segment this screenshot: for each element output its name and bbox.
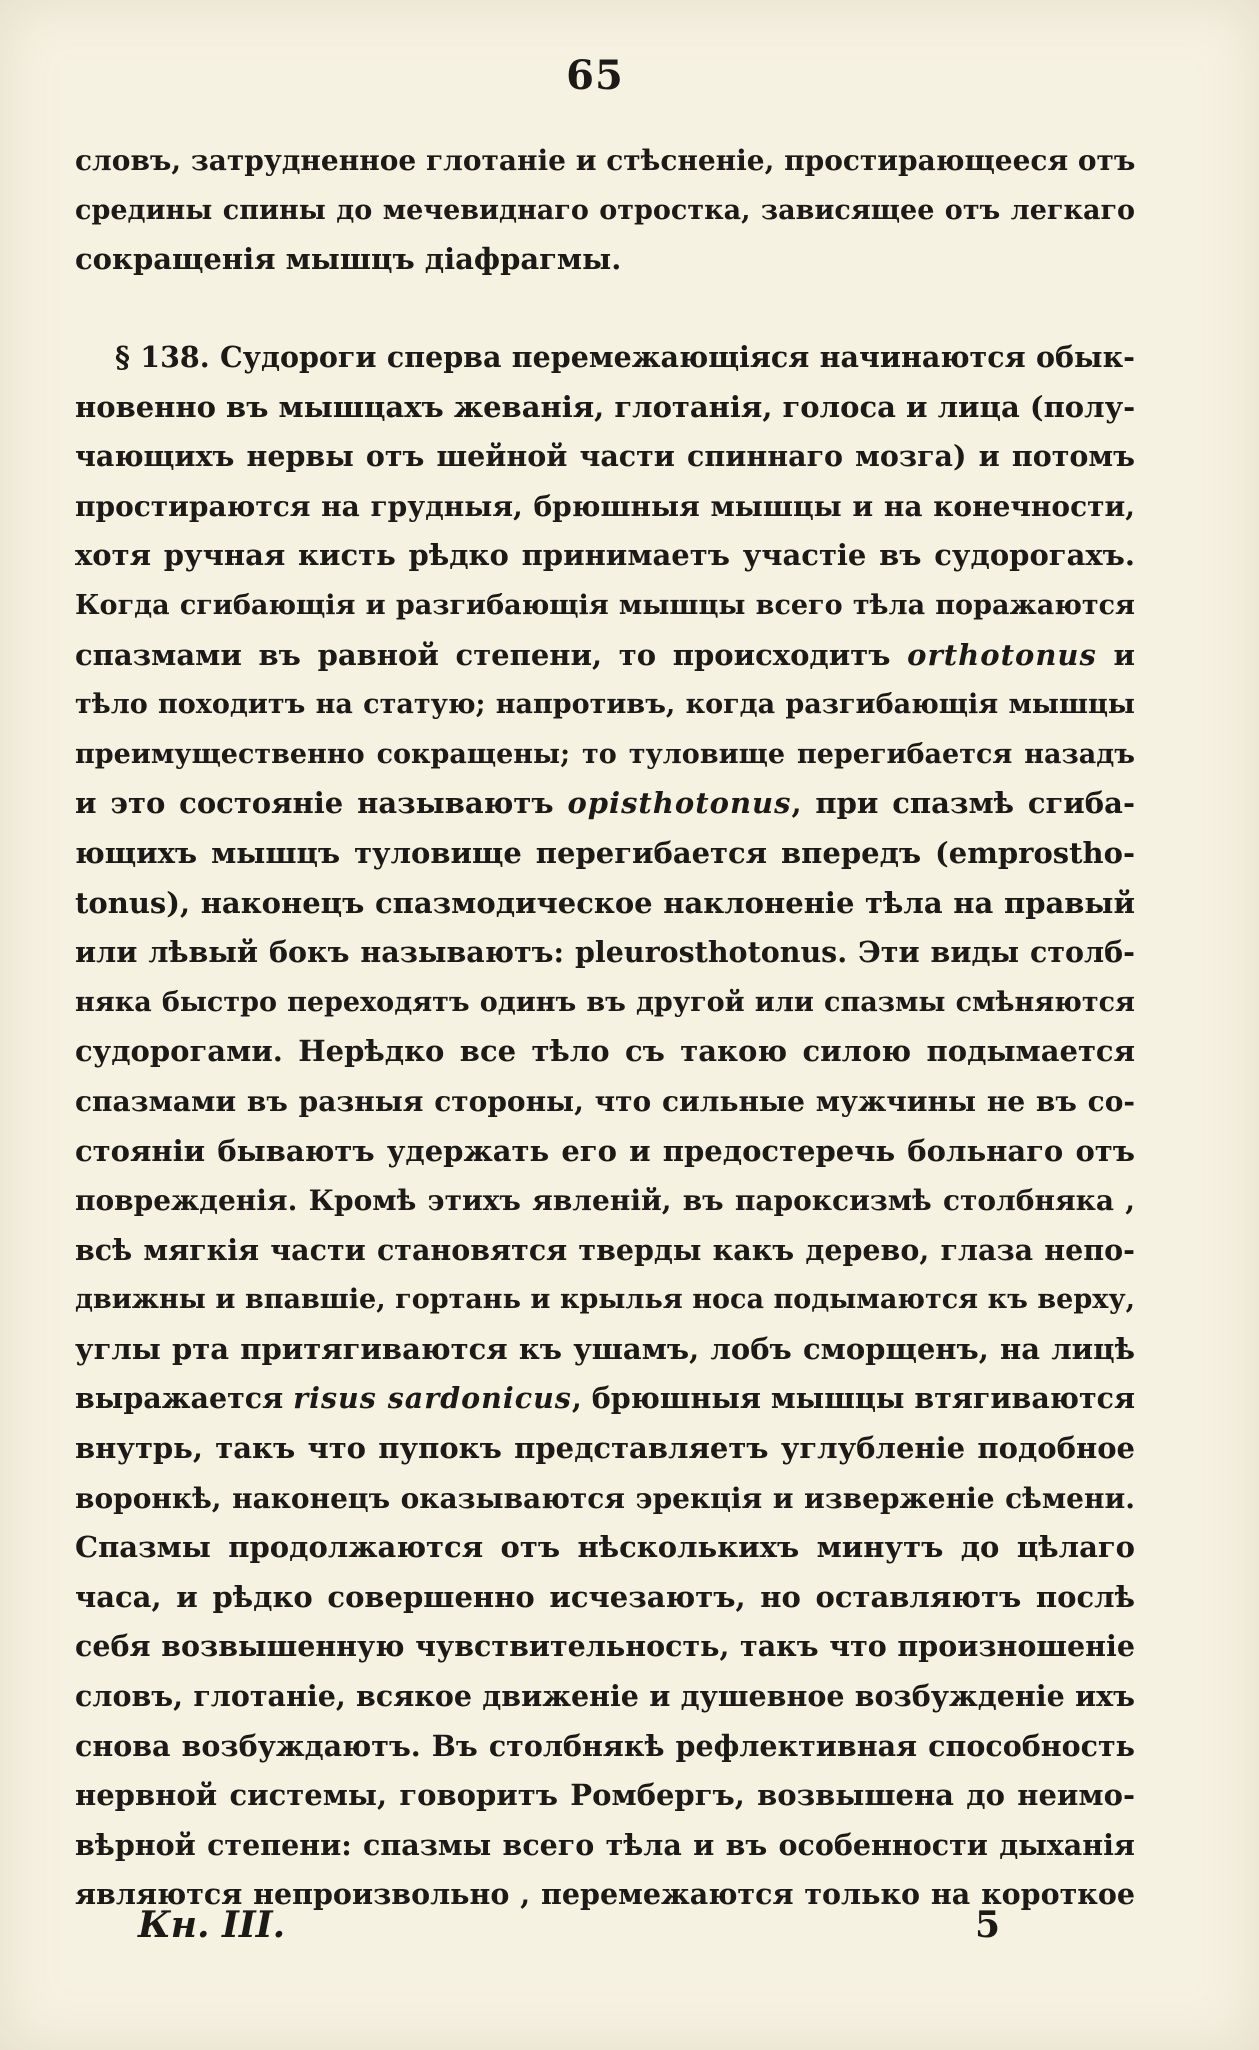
text-line: чающихъ нервы отъ шейной части спиннаго мозга) и потомъ <box>75 439 1135 474</box>
text-line: или лѣвый бокъ называютъ: pleurosthotonus. Эти виды столб- <box>75 935 1135 970</box>
text-line: словъ, затрудненное глотанiе и стѣсненiе, простирающееся отъ <box>75 144 1136 177</box>
text-line: являются непроизвольно , перемежаются только на короткое <box>75 1877 1135 1912</box>
text-fragment: спазмами въ равной степени, то происходитъ <box>75 637 908 672</box>
text-line: средины спины до мечевиднаго отростка, зависящее отъ легкаго <box>75 194 1135 226</box>
text-line: воронкѣ, наконецъ оказываются эрекцiя и изверженiе сѣмени. <box>75 1481 1135 1515</box>
latin-term: opisthotonus <box>567 786 792 821</box>
text-line: всѣ мягкiя части становятся тверды какъ дерево, глаза непо- <box>75 1232 1135 1267</box>
signature-mark: Кн. III. <box>138 1904 286 1946</box>
text-line: преимущественно сокращены; то туловище перегибается назадъ <box>75 738 1135 770</box>
signature-number: 5 <box>975 1904 1001 1946</box>
text-line: вѣрной степени: спазмы всего тѣла и въ особенности дыханiя <box>75 1827 1135 1862</box>
text-line: новенно въ мышцахъ жеванiя, глотанiя, голоса и лица (полу- <box>75 389 1136 424</box>
intro-paragraph <box>75 136 1135 285</box>
text-line: няка быстро переходятъ одинъ въ другой или спазмы смѣняются <box>75 986 1135 1018</box>
text-line <box>75 631 1135 681</box>
text-line: углы рта притягиваются къ ушамъ, лобъ сморщенъ, на лицѣ <box>75 1331 1135 1366</box>
latin-term: risus sardonicus <box>293 1381 572 1416</box>
text-line: снова возбуждаютъ. Въ столбнякѣ рефлективная способность <box>75 1728 1135 1763</box>
text-line: сокращенiя мышцъ дiафрагмы. <box>75 242 622 277</box>
text-line: поврежденiя. Кромѣ этихъ явленiй, въ пароксизмѣ столбняка , <box>75 1184 1135 1218</box>
text-line: хотя ручная кисть рѣдко принимаетъ участiе въ судорогахъ. <box>75 538 1135 573</box>
text-line: простираются на грудныя, брюшныя мышцы и на конечности, <box>75 489 1135 523</box>
page-number: 65 <box>566 52 624 99</box>
text-line: Спазмы продолжаются отъ нѣсколькихъ минутъ до цѣлаго <box>75 1530 1135 1565</box>
section-138-paragraph <box>75 333 1135 1920</box>
text-line: тѣло походитъ на статую; напротивъ, когда разгибающiя мышцы <box>75 689 1135 721</box>
text-line: словъ, глотанiе, всякое движенiе и душевное возбужденiе ихъ <box>75 1679 1135 1714</box>
text-line: спазмами въ разныя стороны, что сильные мужчины не въ со- <box>75 1084 1135 1118</box>
text-line: tonus), наконецъ спазмодическое наклоненiе тѣла на правый <box>75 885 1135 920</box>
section-heading-line: § 138. Судороги сперва перемежающiяся начинаются обык- <box>115 340 1135 374</box>
text-line: ющихъ мышцъ туловище перегибается впередъ (emprostho- <box>75 835 1135 870</box>
text-fragment: и <box>1096 637 1136 672</box>
text-line <box>75 1374 1135 1424</box>
text-line: движны и впавшiе, гортань и крылья носа подымаются къ верху, <box>75 1284 1135 1316</box>
text-fragment: , брюшныя мышцы втягиваются <box>571 1381 1136 1416</box>
latin-term: orthotonus <box>907 637 1097 672</box>
text-line: внутрь, такъ что пупокъ представляетъ углубленiе подобное <box>75 1431 1135 1466</box>
text-line: Когда сгибающiя и разгибающiя мышцы всего тѣла поражаются <box>75 589 1135 621</box>
text-line: стоянiи бываютъ удержать его и предостеречь больнаго отъ <box>75 1133 1135 1168</box>
text-line: судорогами. Нерѣдко все тѣло съ такою силою подымается <box>75 1034 1135 1069</box>
text-line: нервной системы, говоритъ Ромбергъ, возвышена до неимо- <box>75 1778 1135 1813</box>
text-fragment: и это состоянiе называютъ <box>75 786 568 821</box>
text-fragment: выражается <box>75 1381 294 1416</box>
text-line: часа, и рѣдко совершенно исчезаютъ, но оставляютъ послѣ <box>75 1579 1135 1614</box>
text-line: себя возвышенную чувствительность, такъ что произношенiе <box>75 1629 1135 1664</box>
text-fragment: , при спазмѣ сгиба- <box>791 786 1135 821</box>
text-line <box>75 779 1135 829</box>
